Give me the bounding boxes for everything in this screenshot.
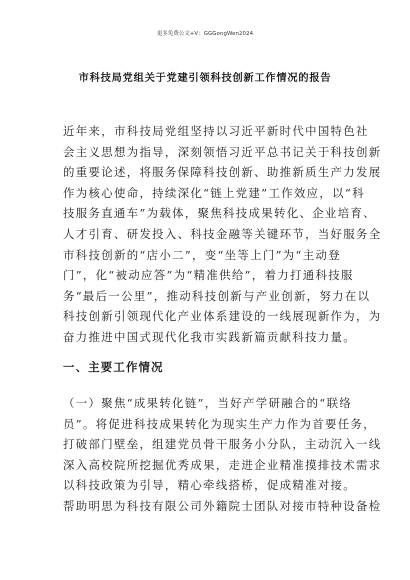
section-heading: 一、主要工作情况 — [63, 360, 164, 374]
header-note: 更多免费公文+V：GGGongWen2024 — [156, 31, 254, 37]
paragraph-line: 人才引育、研发投入、科技金融等关键环节，当好服务全 — [63, 226, 382, 241]
paragraph-line: 员”。将促进科技成果转化为现实生产力作为首要任务， — [63, 416, 376, 431]
paragraph-line: 作为核心使命，持续深化“链上党建”工作效应，以“科 — [63, 185, 365, 200]
intro-paragraph — [63, 121, 382, 348]
paragraph-line: 以科技政策为引导，精心牵线搭桥，促成精准对接。 — [63, 478, 357, 493]
paragraph-line: 门”，化“被动应答”为“精准供给”，着力打通科技服 — [63, 268, 354, 283]
paragraph-line: 的重要论述，将服务保障科技创新、助推新质生产力发展 — [63, 165, 382, 180]
paragraph-line: 科技创新引领现代化产业体系建设的一线展现新作为，为 — [63, 309, 382, 324]
paragraph-line: 帮助明思为科技有限公司外籍院士团队对接市特种设备检 — [63, 498, 382, 513]
paragraph-line: 奋力推进中国式现代化我市实践新篇贡献科技力量。 — [63, 329, 357, 344]
paragraph-line: 市科技创新的“店小二”，变“坐等上门”为“主动登 — [63, 247, 341, 262]
section-paragraph — [63, 393, 382, 517]
paragraph-line: 深入高校院所挖掘优秀成果，走进企业精准摸排技术需求 — [63, 457, 382, 472]
paragraph-line: 务“最后一公里”，推动科技创新与产业创新，努力在以 — [63, 288, 371, 303]
document-title: 市科技局党组关于党建引领科技创新工作情况的报告 — [78, 73, 332, 84]
paragraph-line: 打破部门壁垒，组建党员骨干服务小分队，主动沉入一线 — [63, 437, 382, 452]
paragraph-line: （一）聚焦“成果转化链”，当好产学研融合的“联络 — [63, 396, 353, 410]
paragraph-line: 技服务直通车”为载体，聚焦科技成果转化、企业培育、 — [63, 206, 376, 221]
paragraph-line: 会主义思想为指导，深刻领悟习近平总书记关于科技创新 — [63, 144, 382, 159]
paragraph-line: 近年来，市科技局党组坚持以习近平新时代中国特色社 — [63, 124, 369, 138]
